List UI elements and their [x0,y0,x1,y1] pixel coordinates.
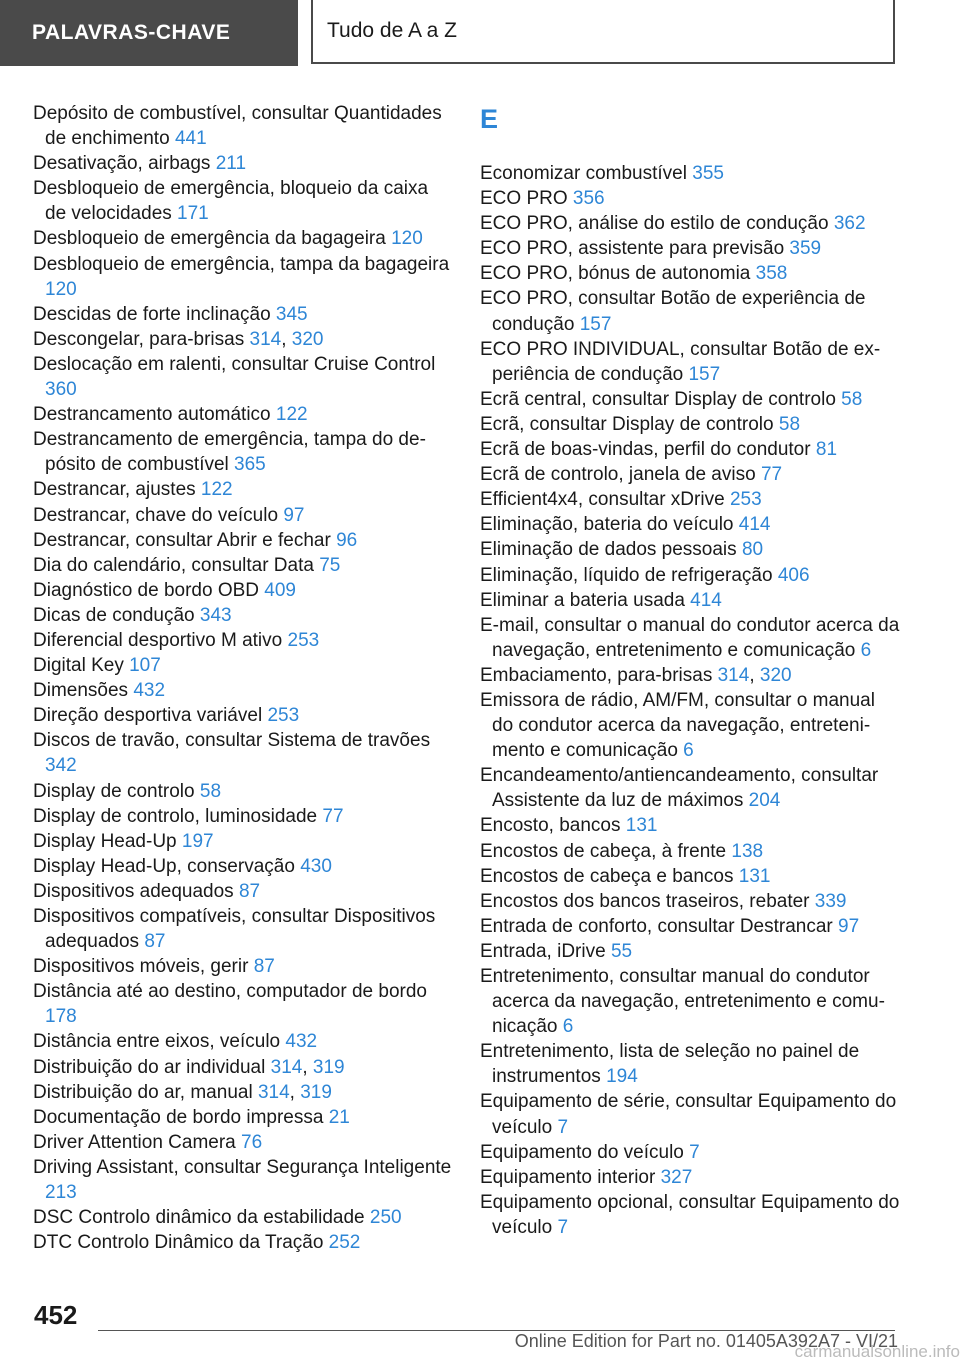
index-entry [33,302,453,327]
entry-text: Dispositivos móveis, gerir [33,956,249,978]
entry-text: Entrada, iDrive [480,940,606,962]
index-entry [480,889,900,914]
entry-text: Dia do calendário, consultar Data [33,554,314,576]
entry-text: Desbloqueio de emergência, bloqueio da caixa de velocidades [33,178,429,225]
page-link[interactable]: 96 [336,529,358,551]
page-link[interactable]: 314 [257,1081,290,1103]
index-entry [33,854,453,879]
index-entry [480,512,900,537]
entry-text: Equipamento opcional, consultar Equipamento do veículo [480,1191,900,1238]
entry-text: Discos de travão, consultar Sistema de travões [33,730,431,752]
index-entry [480,437,900,462]
index-entry [33,151,453,176]
index-entry [480,1140,900,1165]
index-entry [33,603,453,628]
index-entry [33,804,453,829]
entry-text: Digital Key [33,655,124,677]
page-link[interactable]: 131 [625,815,658,837]
entry-text: Diagnóstico de bordo OBD [33,579,260,601]
index-column-left [33,101,453,1255]
page-link[interactable]: 58 [199,780,222,802]
page-link[interactable]: 75 [319,554,341,576]
entry-text: Equipamento do veículo [480,1141,684,1163]
page-link[interactable]: 97 [283,504,305,526]
entry-text: Entretenimento, consultar manual do condutor acerca da navegação, entretenimento e comunicação [480,966,885,1038]
index-entry: Distribuição do ar individual 314, 319 [33,1056,345,1078]
page-number: 452 [34,1300,78,1330]
entry-text: DTC Controlo Dinâmico da Tração [33,1232,324,1254]
index-entry [480,839,900,864]
page-link[interactable]: 7 [689,1141,700,1163]
index-entry [33,904,453,954]
page-link[interactable]: 319 [300,1081,332,1103]
entry-text: Entretenimento, lista de seleção no painel de instrumentos [480,1041,860,1088]
page-link[interactable]: 21 [328,1106,350,1128]
page-link[interactable]: 432 [133,680,166,702]
entry-text: Emissora de rádio, AM/FM, consultar o manual do condutor acerca da navegação, entretenimento e comunicação [480,689,875,762]
index-entry [480,939,900,964]
index-entry [33,879,453,904]
page-link[interactable]: 432 [285,1031,318,1053]
page-link[interactable]: 253 [287,629,320,651]
index-entry [33,503,453,528]
entry-text: Diferencial desportivo M ativo [33,629,283,651]
entry-text: Destrancamento de emergência, tampa do depósito de combustível [33,429,426,476]
entry-text: Direção desportiva variável [33,705,263,727]
page-header [0,0,960,66]
page-link[interactable]: 314 [270,1056,303,1078]
index-entry [33,226,453,251]
page-link[interactable]: 253 [729,489,762,511]
entry-text: Encostos de cabeça e bancos [480,865,734,887]
entry-text: Ecrã de controlo, janela de aviso [480,464,756,486]
index-entry [33,703,453,728]
page-link[interactable]: 122 [200,479,233,501]
entry-text: Distância até ao destino, computador de bordo [33,981,427,1003]
index-entry [33,578,453,603]
entry-text: E-mail, consultar o manual do condutor acerca da navegação, entretenimento e comunicação [480,614,900,661]
index-entry [480,1165,900,1190]
page-link[interactable]: 314 [249,328,282,350]
page-link[interactable]: 197 [181,830,214,852]
entry-text: Display de controlo [33,780,195,802]
entry-text: ECO PRO INDIVIDUAL, consultar Botão de experiência de condução [480,338,881,385]
entry-text: ECO PRO, análise do estilo de condução [480,213,829,235]
page-link[interactable]: 58 [841,388,863,410]
entry-text: Ecrã central, consultar Display de controlo [480,388,836,410]
index-entry [480,261,900,286]
page-link[interactable]: 360 [45,379,77,401]
entry-text: Encosto, bancos [480,815,621,837]
entry-text: Eliminar a bateria usada [480,589,685,611]
index-entry [480,236,900,261]
entry-text: Distância entre eixos, veículo [33,1031,281,1053]
entry-text: Dimensões [33,680,129,702]
entry-text: Distribuição do ar, manual [33,1081,253,1103]
entry-text: Descidas de forte inclinação [33,303,271,325]
page-link[interactable]: 409 [264,579,296,601]
page-link[interactable]: 414 [738,514,771,536]
index-entry [480,487,900,512]
entry-text: Equipamento de série, consultar Equipamento do veículo [480,1091,897,1138]
page-link[interactable]: 6 [683,740,694,762]
entry-text: Equipamento interior [480,1166,656,1188]
index-entry [33,954,453,979]
index-entry [33,979,453,1029]
entry-text: Eliminação, bateria do veículo [480,514,734,536]
index-entry [480,1190,900,1240]
entry-text: DSC Controlo dinâmico da estabilidade [33,1207,365,1229]
index-entry [33,1105,453,1130]
entry-text: Ecrã, consultar Display de controlo [480,413,774,435]
entry-text: ECO PRO, bónus de autonomia [480,263,751,285]
entry-text: Eliminação, líquido de refrigeração [480,564,773,586]
entry-text: Destrancamento automático [33,404,271,426]
index-entry [33,402,453,427]
index-entry [480,387,900,412]
index-entry [33,477,453,502]
page-link[interactable]: 252 [328,1232,361,1254]
entry-text: Deslocação em ralenti, consultar Cruise Control [33,353,436,375]
page-link[interactable]: 362 [833,213,866,235]
index-entry [33,1205,453,1230]
page-link[interactable]: 358 [755,263,788,285]
entry-text: ECO PRO [480,188,568,210]
entry-text: ECO PRO, consultar Botão de experiência de condução [480,288,866,335]
index-entry [33,829,453,854]
entry-text: Documentação de bordo impressa [33,1106,324,1128]
page-link[interactable]: 131 [738,865,771,887]
index-entry [33,252,453,302]
page-link[interactable]: 7 [557,1216,569,1238]
page-link[interactable]: 320 [291,328,324,350]
index-entry [480,186,900,211]
index-entries-right [480,161,900,1240]
page-link[interactable]: 55 [610,940,633,962]
edition-text: Online Edition for Part no. 01405A392A7 - VI/21 [514,1331,898,1351]
entry-text: Destrancar, chave do veículo [33,504,279,526]
page-link[interactable]: 7 [557,1116,569,1138]
index-entry [33,528,453,553]
page-link[interactable]: 120 [45,278,77,300]
entry-text: Desbloqueio de emergência da bagageira [33,228,386,250]
page-link[interactable]: 359 [789,238,822,260]
page-link[interactable]: 178 [45,1006,77,1028]
page-link[interactable]: 320 [759,664,792,686]
entry-text: Encostos dos bancos traseiros, rebater [480,890,810,912]
index-entry [480,688,900,763]
index-entry [480,462,900,487]
page-link[interactable]: 97 [838,915,860,937]
page-link[interactable]: 157 [688,363,721,385]
page-link[interactable]: 87 [238,880,261,902]
entry-text: Encostos de cabeça, à frente [480,840,727,862]
page-link[interactable]: 77 [760,464,783,486]
page-link[interactable]: 171 [177,203,209,225]
page-link[interactable]: 213 [45,1182,77,1204]
index-entry [480,813,900,838]
entry-text: Depósito de combustível, consultar Quantidades de enchimento [33,103,442,150]
entry-text: Destrancar, ajustes [33,479,196,501]
index-entry [480,412,900,437]
entry-text: Destrancar, consultar Abrir e fechar [33,529,331,551]
index-entry [480,161,900,186]
section-letter: E [480,104,499,134]
index-entry [33,1155,453,1205]
page-link[interactable]: 343 [199,604,232,626]
page-link[interactable]: 107 [129,655,161,677]
entry-text: Economizar combustível [480,163,687,184]
index-entry: Descongelar, para-brisas 314, 320 [33,328,324,350]
page-link[interactable]: 194 [606,1066,638,1088]
entry-text: Display Head-Up, conservação [33,855,295,877]
page-link[interactable]: 87 [144,931,166,953]
page-link[interactable]: 211 [215,153,247,175]
index-entry [480,964,900,1039]
index-entry [480,337,900,387]
page-link[interactable]: 157 [579,313,612,335]
entry-text: Embaciamento, para-brisas [480,664,713,686]
page-link[interactable]: 319 [312,1056,345,1078]
index-entry [33,1130,453,1155]
page-link[interactable]: 58 [778,413,801,435]
entry-text: Descongelar, para-brisas [33,328,245,350]
index-entry [33,728,453,778]
index-entry [33,427,453,477]
entry-text: Distribuição do ar individual [33,1056,266,1078]
entry-text: ECO PRO, assistente para previsão [480,238,785,260]
index-entry [480,864,900,889]
index-entry: Embaciamento, para-brisas 314, 320 [480,664,792,686]
page-link[interactable]: 87 [253,956,275,978]
page-link[interactable]: 204 [748,790,781,812]
entry-text: Display de controlo, luminosidade [33,805,318,827]
entry-text: Dicas de condução [33,604,195,626]
page-link[interactable]: 441 [174,128,207,150]
page-link[interactable]: 406 [777,564,810,586]
index-entry [33,678,453,703]
page-link[interactable]: 138 [731,840,764,862]
index-entry [33,628,453,653]
index-entry [33,779,453,804]
page-link[interactable]: 342 [45,755,77,777]
page-link[interactable]: 253 [267,705,300,727]
index-entry [480,563,900,588]
index-entry [480,211,900,236]
index-entry [480,763,900,813]
entry-text: Driving Assistant, consultar Segurança Inteligente [33,1156,452,1178]
section-tab: PALAVRAS-CHAVE [0,0,298,66]
index-entry [33,1230,453,1255]
entry-text: Display Head-Up [33,830,177,852]
page-link[interactable]: 80 [741,539,764,561]
page-link[interactable]: 356 [572,188,605,210]
entry-text: Desativação, airbags [33,153,211,175]
page-link[interactable]: 355 [692,163,724,184]
entry-text: Encandeamento/antiencandeamento, consultar Assistente da luz de máximos [480,765,879,812]
page-link[interactable]: 120 [391,228,423,250]
page-link[interactable]: 6 [562,1016,574,1038]
page-link[interactable]: 365 [234,454,266,476]
entry-text: Desbloqueio de emergência, tampa da bagageira [33,253,450,275]
page-link[interactable]: 81 [815,439,838,461]
index-entry [33,101,453,151]
page-link[interactable]: 77 [322,805,344,827]
page-link[interactable]: 327 [660,1166,693,1188]
index-entry [480,537,900,562]
page-link[interactable]: 430 [300,855,332,877]
entry-text: Dispositivos adequados [33,880,234,902]
page-link[interactable]: 414 [690,589,722,611]
index-entry [33,352,453,402]
index-column-right [480,101,900,1240]
index-entry [33,176,453,226]
page-link[interactable]: 76 [241,1131,263,1153]
entry-text: Ecrã de boas-vindas, perfil do condutor [480,439,811,461]
index-entry [480,286,900,336]
page-link[interactable]: 250 [369,1207,402,1229]
entry-text: Driver Attention Camera [33,1131,236,1153]
index-entry [480,914,900,939]
page-link[interactable]: 122 [275,404,308,426]
entry-text: Efficient4x4, consultar xDrive [480,489,725,511]
page-link[interactable]: 314 [717,664,750,686]
page-link[interactable]: 6 [860,639,872,661]
index-entry [33,1029,453,1054]
index-entry [480,588,900,613]
watermark: carmanualsonline.info [794,1342,960,1361]
page-tab: Tudo de A a Z [311,0,895,64]
index-entry [480,1039,900,1089]
entry-text: Entrada de conforto, consultar Destrancar [480,915,833,937]
entry-text: Eliminação de dados pessoais [480,539,737,561]
index-entry [480,1089,900,1139]
index-entry [33,553,453,578]
index-entry [33,653,453,678]
index-entry: Distribuição do ar, manual 314, 319 [33,1081,332,1103]
page-link[interactable]: 345 [275,303,308,325]
index-entry [480,613,900,663]
entry-text: Dispositivos compatíveis, consultar Dispositivos adequados [33,906,436,953]
page-link[interactable]: 339 [814,890,847,912]
